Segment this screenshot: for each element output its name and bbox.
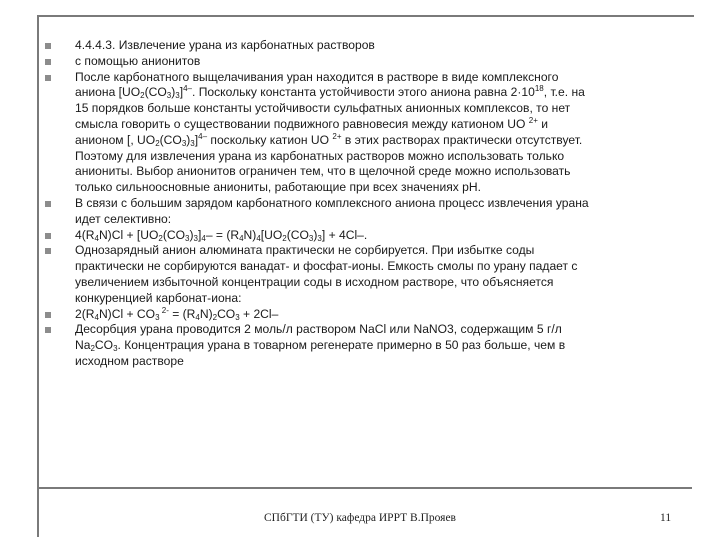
subscript: 3 — [317, 233, 322, 243]
list-item — [41, 228, 681, 244]
slide-content — [41, 38, 681, 370]
item-text: анионом [, UO — [75, 132, 156, 147]
formula-text: (CO — [286, 227, 309, 242]
subscript: 3 — [155, 312, 160, 322]
subscript: 3 — [190, 138, 195, 148]
subscript: 4 — [239, 233, 244, 243]
list-item — [41, 196, 681, 228]
subscript: 2 — [140, 91, 145, 101]
item-text: ) — [186, 132, 191, 147]
square-bullet-icon — [45, 327, 51, 333]
formula-text: ] — [197, 227, 202, 242]
item-text: ) — [171, 85, 176, 100]
formula-text: CO — [217, 306, 236, 321]
subscript: 3 — [181, 138, 187, 148]
item-text: Однозарядный анион алюмината практически не сорбируется. При избытке соды — [75, 243, 535, 258]
square-bullet-icon — [45, 233, 51, 239]
item-text: Na — [75, 338, 91, 353]
item-text: практически не сорбируются ванадат- и фосфат-ионы. Емкость смолы по урану падает с — [75, 259, 578, 274]
formula-text: – = (R — [205, 227, 240, 242]
formula-text: N) — [243, 227, 257, 242]
list-item — [41, 70, 681, 196]
item-text: (CO — [159, 132, 182, 147]
subscript: 2 — [158, 233, 163, 243]
list-item — [41, 322, 681, 369]
item-text: . Поскольку константа устойчивости этого аниона равна 2·10 — [192, 85, 535, 100]
item-text: ] — [179, 85, 184, 100]
formula-text: ) — [189, 227, 194, 242]
item-text: ] — [194, 132, 199, 147]
list-item — [41, 54, 681, 70]
subscript: 2 — [90, 344, 95, 354]
item-text: Десорбция урана проводится 2 моль/л раствором NaCl или NaNO3, содержащим 5 г/л — [75, 322, 562, 337]
subscript: 4 — [201, 233, 206, 243]
formula-text: 4(R — [75, 227, 95, 242]
superscript: 2+ — [528, 115, 538, 125]
item-text: поскольку катион UO — [207, 132, 333, 147]
bullet-list — [41, 38, 681, 370]
subscript: 2 — [155, 138, 160, 148]
formula-text: 2(R — [75, 306, 95, 321]
formula-text: N) — [199, 306, 213, 321]
formula-text: = (R — [168, 306, 196, 321]
superscript: 2+ — [332, 131, 342, 141]
item-text: 4.4.4.3. Извлечение урана из карбонатных растворов — [75, 38, 375, 52]
item-text: , т.е. на — [543, 85, 585, 100]
formula-text: [UO — [260, 227, 283, 242]
list-item — [41, 38, 681, 54]
subscript: 3 — [308, 233, 314, 243]
item-text: В связи с большим зарядом карбонатного комплексного аниона процесс извлечения урана — [75, 195, 589, 210]
subscript: 3 — [166, 91, 172, 101]
square-bullet-icon — [45, 43, 51, 49]
item-text: После карбонатного выщелачивания уран находится в растворе в виде комплексного — [75, 69, 559, 84]
item-text: смысла говорить о существовании подвижного равновесия между катионом UO — [75, 116, 529, 131]
item-text: CO — [94, 338, 114, 353]
subscript: 4 — [94, 312, 99, 322]
subscript: 3 — [175, 91, 180, 101]
list-item — [41, 307, 681, 323]
formula-text: (CO — [162, 227, 186, 242]
item-text: и — [537, 116, 549, 131]
item-text: в этих растворах практически отсутствует. — [341, 132, 583, 147]
item-text: аниона [UO — [75, 85, 141, 100]
subscript: 3 — [185, 233, 190, 243]
formula-text: N)Cl + [UO — [98, 227, 159, 242]
item-text: идет селективно: — [75, 211, 172, 226]
page-number: 11 — [660, 512, 672, 524]
item-text: . Концентрация урана в товарном регенерате примерно в 50 раз больше, чем в — [117, 338, 566, 353]
square-bullet-icon — [45, 248, 51, 254]
subscript: 4 — [94, 233, 99, 243]
square-bullet-icon — [45, 201, 51, 207]
item-text: Поэтому для извлечения урана из карбонатных растворов можно использовать только — [75, 148, 565, 163]
formula-text: ) — [313, 227, 318, 242]
item-text: с помощью анионитов — [75, 53, 201, 68]
formula-text: ] + 4Cl–. — [321, 227, 368, 242]
subscript: 4 — [195, 312, 200, 322]
subscript: 3 — [113, 344, 118, 354]
formula-text: N)Cl + CO — [98, 306, 156, 321]
footer-caption: СПбГТИ (ТУ) кафедра ИРРТ В.Прояев — [264, 512, 456, 524]
square-bullet-icon — [45, 59, 51, 65]
subscript: 2 — [282, 233, 287, 243]
subscript: 3 — [235, 312, 240, 322]
superscript: 18 — [534, 84, 544, 94]
subscript: 4 — [256, 233, 261, 243]
formula-text: + 2Cl– — [239, 306, 279, 321]
item-text: исходном растворе — [75, 353, 184, 368]
item-text: только сильноосновные аниониты, работающие при всех значениях pH. — [75, 180, 481, 195]
item-text: (CO — [144, 85, 167, 100]
item-text: 15 порядков больше константы устойчивости сульфатных анионных комплексов, то нет — [75, 101, 571, 116]
item-text: аниониты. Выбор анионитов ограничен тем, что в щелочной среде можно использовать — [75, 164, 571, 179]
item-text: увеличением избыточной концентрации соды в исходном растворе, что объясняется — [75, 274, 554, 289]
list-item — [41, 243, 681, 306]
superscript: 2- — [159, 305, 169, 315]
square-bullet-icon — [45, 312, 51, 318]
square-bullet-icon — [45, 75, 51, 81]
subscript: 2 — [212, 312, 218, 322]
subscript: 3 — [193, 233, 198, 243]
item-text: конкуренцией карбонат-иона: — [75, 290, 242, 305]
footer-divider — [37, 487, 692, 489]
superscript: 4– — [183, 84, 192, 94]
superscript: 4– — [198, 131, 208, 141]
